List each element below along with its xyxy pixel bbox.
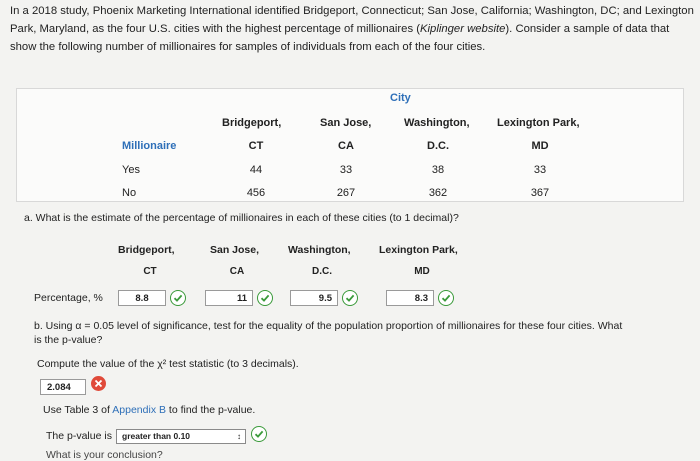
- col-header-san-jose: San Jose,: [320, 117, 372, 129]
- correct-check-icon: [342, 290, 358, 306]
- table-cell: 38: [431, 164, 445, 176]
- row-label-yes: Yes: [122, 164, 140, 176]
- select-arrows-icon: ↕: [237, 432, 241, 441]
- answer-col-san-jose: San Jose,: [210, 244, 260, 256]
- answer-col-washington: Washington,: [288, 244, 351, 256]
- answer-input-san-jose[interactable]: 11: [205, 290, 253, 306]
- correct-check-icon: [438, 290, 454, 306]
- chi-square-prompt: Compute the value of the χ² test statistic (to 3 decimals).: [37, 358, 299, 370]
- part-a-question: a. What is the estimate of the percentage of millionaires in each of these cities (to 1 decimal)?: [24, 212, 459, 224]
- problem-intro: In a 2018 study, Phoenix Marketing International identified Bridgeport, Connecticut; San Jose, California; Washington, DC; and Lexington Park, Maryland, as the four U.S. cities with the highest percentage of millionaires (Kiplinger website). Consider a sample of data that show the following number of millionaires for samples of individuals from each of the four cities.: [10, 5, 694, 53]
- incorrect-x-icon: [91, 376, 106, 391]
- table-cell: 33: [339, 164, 353, 176]
- answer-sub-ca: CA: [229, 266, 245, 277]
- part-b-question-line2: is the p-value?: [34, 334, 103, 346]
- correct-check-icon: [251, 426, 267, 442]
- answer-sub-md: MD: [414, 266, 430, 277]
- percentage-row-label: Percentage, %: [34, 292, 103, 304]
- col-sub-ct: CT: [248, 140, 264, 152]
- table-cell: 456: [246, 187, 266, 199]
- table-group-label: City: [390, 92, 411, 104]
- col-sub-ca: CA: [338, 140, 354, 152]
- col-sub-md: MD: [531, 140, 549, 152]
- answer-col-bridgeport: Bridgeport,: [118, 244, 175, 256]
- answer-input-washington[interactable]: 9.5: [290, 290, 338, 306]
- table-cell: 367: [530, 187, 550, 199]
- correct-check-icon: [257, 290, 273, 306]
- col-header-washington: Washington,: [404, 117, 470, 129]
- table-cell: 362: [428, 187, 448, 199]
- answer-col-lexington: Lexington Park,: [379, 244, 458, 256]
- part-b-question-line1: b. Using α = 0.05 level of significance, test for the equality of the population proportion of millionaires for these four cities. What: [34, 320, 623, 332]
- answer-sub-dc: D.C.: [312, 266, 332, 277]
- source-name: Kiplinger website: [420, 23, 506, 35]
- answer-sub-ct: CT: [143, 266, 157, 277]
- table-cell: 33: [533, 164, 547, 176]
- answer-input-lexington[interactable]: 8.3: [386, 290, 434, 306]
- row-header-millionaire: Millionaire: [122, 140, 177, 152]
- col-sub-dc: D.C.: [427, 140, 449, 152]
- conclusion-prompt: What is your conclusion?: [46, 449, 163, 461]
- col-header-bridgeport: Bridgeport,: [222, 117, 282, 129]
- answer-input-bridgeport[interactable]: 8.8: [118, 290, 166, 306]
- table-cell: 44: [249, 164, 263, 176]
- table-cell: 267: [336, 187, 356, 199]
- p-value-label: The p-value is: [46, 430, 112, 442]
- row-label-no: No: [122, 187, 137, 199]
- chi-square-input[interactable]: 2.084: [40, 379, 86, 395]
- col-header-lexington: Lexington Park,: [497, 117, 580, 129]
- use-table-instruction: Use Table 3 of Appendix B to find the p-value.: [43, 404, 256, 416]
- appendix-b-link[interactable]: Appendix B: [112, 404, 166, 416]
- p-value-select[interactable]: greater than 0.10 ↕: [116, 429, 246, 444]
- correct-check-icon: [170, 290, 186, 306]
